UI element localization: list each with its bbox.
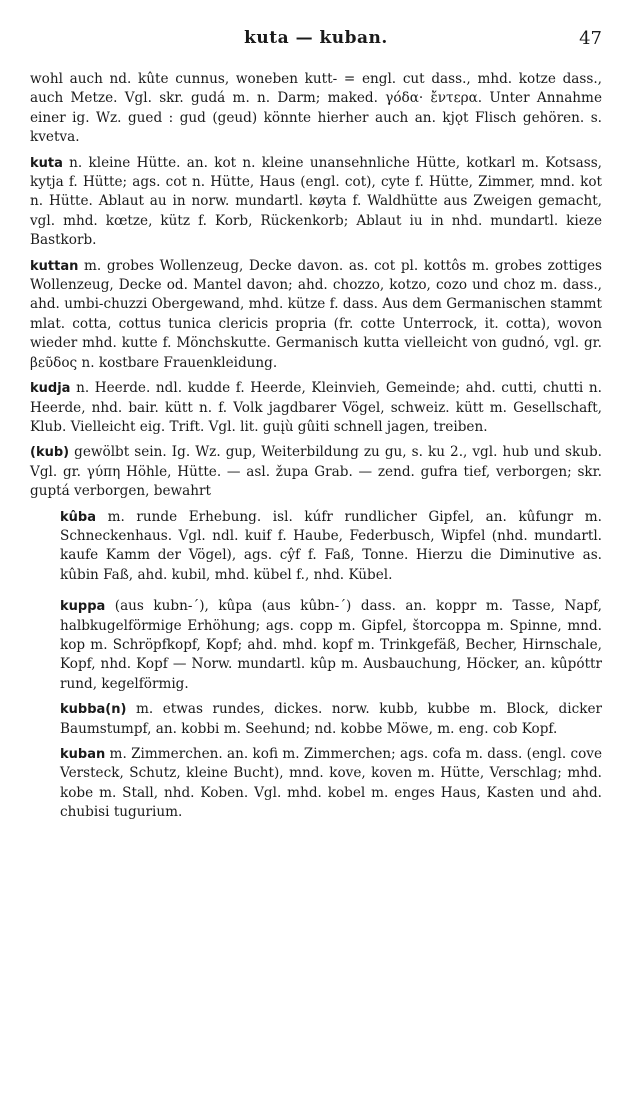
entry-text: m. Zimmerchen. an. kofi m. Zimmerchen; ags. cofa m. dass. (engl. cove Versteck, Schutz, kleine Bucht), mnd. kove, koven m. Hütte, Verschlag; mhd. kobe m. Stall, nhd. Koben. Vgl. mhd. kobel m. enges Haus, Kasten und ahd. chubisi tugurium. — [60, 746, 602, 821]
entry-continuation — [30, 70, 602, 148]
entry-kuba — [60, 508, 602, 586]
page-header — [30, 28, 602, 58]
entry-headword: kudja — [30, 381, 71, 397]
entry-text: n. Heerde. ndl. kudde f. Heerde, Kleinvieh, Gemeinde; ahd. cutti, chutti n. Heerde, nhd. bair. kütt n. f. Volk jagdbarer Vögel, schweiz. kütt m. Gesellschaft, Klub. Vielleicht eig. Trift. Vgl. lit. guįù gûiti schnell jagen, treiben. — [30, 380, 602, 435]
entry-headword: (kub) — [30, 445, 70, 461]
page-number: 47 — [579, 28, 602, 49]
entry-text: m. etwas rundes, dickes. norw. kubb, kubbe m. Block, dicker Baumstumpf, an. kobbi m. Seehund; nd. kobbe Möwe, m. eng. cob Kopf. — [60, 701, 602, 737]
entry-kudja — [30, 379, 602, 437]
entry-text: m. runde Erhebung. isl. kúfr rundlicher Gipfel, an. kûfungr m. Schneckenhaus. Vgl. ndl. kuif f. Haube, Federbusch, Wipfel (nhd. mundartl. kaufe Kamm der Vögel), ags. cŷf f. Faß, Tonne. Hierzu die Diminutive as. kûbin Faß, ahd. kubil, mhd. kübel f., nhd. Kübel. — [60, 508, 602, 583]
entry-kuta — [30, 154, 602, 251]
page-body — [30, 70, 602, 829]
entry-headword: kuppa — [60, 599, 106, 615]
entry-text: m. grobes Wollenzeug, Decke davon. as. cot pl. kottôs m. grobes zottiges Wollenzeug, Decke od. Mantel davon; ahd. chozzo, kotzo, cozo und choz m. dass., ahd. umbi-chuzzi Obergewand, mhd. kütze f. dass. Aus dem Germanischen stammt mlat. cotta, cottus tunica clericis propria (fr. cotte Unterrock, it. cotta), wovon wieder mhd. kutte f. Mönchskutte. Germanisch kutta vielleicht von gudnó, vgl. gr. βεῦδος n. kostbare Frauenkleidung. — [30, 257, 602, 371]
entry-headword: kûba — [60, 509, 96, 525]
entry-headword: kubba(n) — [60, 702, 127, 718]
entry-kub — [30, 443, 602, 501]
entry-text: gewölbt sein. Ig. Wz. gup, Weiterbildung zu gu, s. ku 2., vgl. hub und skub. Vgl. gr. γύπη Höhle, Hütte. — asl. župa Grab. — zend. gufra tief, verborgen; skr. guptá verborgen, bewahrt — [30, 444, 602, 500]
entry-kuppa — [60, 597, 602, 694]
running-title: kuta — kuban. — [244, 28, 388, 48]
entry-kubban — [60, 700, 602, 739]
entry-kuban — [60, 745, 602, 823]
entry-headword: kuta — [30, 155, 63, 171]
entry-text: wohl auch nd. kûte cunnus, woneben kutt- = engl. cut dass., mhd. kotze dass., auch Metze. Vgl. skr. gudá m. n. Darm; maked. γόδα· ἔντερα. Unter Annahme einer ig. Wz. gued : gud (geud) könnte hierher auch an. kjǫt Flisch gehören. s. kvetva. — [30, 71, 602, 146]
entry-kuttan — [30, 257, 602, 373]
entry-text: (aus kubn-´), kûpa (aus kûbn-´) dass. an. koppr m. Tasse, Napf, halbkugelförmige Erhöhung; ags. copp m. Gipfel, štorcoppa m. Spinne, mnd. kop m. Schröpfkopf, Kopf; ahd. mhd. kopf m. Trinkgefäß, Becher, Hirnschale, Kopf, nhd. Kopf — Norw. mundartl. kûp m. Ausbauchung, Höcker, an. kûpóttr rund, kegelförmig. — [60, 598, 602, 692]
entry-headword: kuban — [60, 747, 106, 762]
entry-headword: kuttan — [30, 258, 79, 274]
entry-text: n. kleine Hütte. an. kot n. kleine unansehnliche Hütte, kotkarl m. Kotsass, kytja f. Hütte; ags. cot n. Hütte, Haus (engl. cot), cyte f. Hütte, Zimmer, mnd. kot n. Hütte. Ablaut au in norw. mundartl. køyta f. Waldhütte aus Zweigen gemacht, vgl. mhd. kœtze, kütz f. Korb, Rückenkorb; Ablaut iu in nhd. mundartl. kieze Bastkorb. — [30, 154, 602, 249]
